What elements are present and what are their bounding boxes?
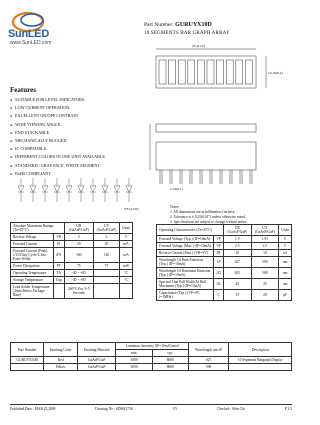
op-char-row: Reverse Current (Max.) (VR=5V) IR 10 10 uA [157, 250, 292, 257]
drawing-notes [170, 205, 248, 225]
part-number: GURUYX10D [175, 22, 212, 28]
op-char-row: Capacitance (Typ.) (VF=0V, f=1MHz) C 15 20 pF [157, 290, 292, 301]
version: V5 [172, 407, 177, 411]
note-line: 2. Tolerance is ± 0.25(0.01") unless otherwise noted. [170, 215, 246, 219]
op-char-title: Operating Characteristics (Ta=25°C) [157, 225, 224, 236]
published-date: Published Date : MAR 23,2009 [10, 407, 56, 411]
height-dimension: 10.16(0.4) [268, 71, 283, 75]
feature-item: ● EXCELLENT ON/OFF CONTRAST [10, 112, 106, 120]
width-dimension: 25.4(1.0) [192, 44, 205, 48]
diode-symbol [102, 178, 108, 202]
segment [217, 60, 224, 84]
segment [197, 60, 204, 84]
segment [169, 60, 176, 84]
package-drawing [130, 42, 292, 200]
op-char-row: Forward Voltage (Max.) (IF=10mA) VF 2.5 2.5 V [157, 243, 292, 250]
feature-item: ● RoHS COMPLIANT. [10, 170, 106, 178]
op-char-row: Forward Voltage (Typ.) (IF=10mA) VF 1.9 1.95 V [157, 236, 292, 243]
segment [207, 60, 214, 84]
selection-row: Yellow GaAsP/GaP 3000 8000 590 [11, 364, 292, 371]
brand-url: www.SunLED.com [10, 40, 52, 46]
diode-symbol [90, 178, 96, 202]
segment [226, 60, 233, 84]
diode-symbol [54, 178, 60, 202]
absolute-max-ratings-table: Absolute Maximum Ratings (Ta=25°C) UR (GaAsP/GaP) UY (GaAsP/GaP) Units Reverse Voltage VR 5 5 V Forward Current IF 30 30 mA Forward Current (Peak) 1/10 Duty Cycle 0.1ms Pulse Width iFS 160 140 mA Power Dissipation PT 75 75 mW Operating Temperature TA -40 ~ +85 °C Storage Temperature Tstg -40 ~ +85 °C Lead Solder Temperature [2mm Below Package Base] 260°C For 3~5 Seconds [10, 222, 133, 299]
feature-item: ● WIDE VIEWING ANGLE. [10, 121, 106, 129]
diode-symbol [126, 178, 132, 202]
op-char-row: Wavelength Of Peak Emission (Typ.) (IF=10mA) λP 627 590 nm [157, 257, 292, 268]
feature-item: ● SUITABLE FOR LEVEL INDICATORS. [10, 96, 106, 104]
operating-characteristics-table: Operating Characteristics (Ta=25°C) UR (GaAsP/GaP) UY (GaAsP/GaP) Units Forward Voltage (Typ.) (IF=10mA) VF 1.9 1.95 V Forward Voltage (Max.) (IF=10mA) VF 2.5 2.5 V Reverse Current (Max.) (VR=5V) IR 10 10 uA Wavelength Of Peak Emission (Typ.) (IF=10mA) λP 627 590 nm Wavelength Of Dominant Emission (Typ.) (IF=10mA) λD 625 588 nm Spectral Line Full Width At Half Maximum (Typ.) (IF=10mA) Δλ 45 35 nm Capacitance (Typ.) (VF=0V, f=1MHz) C 15 20 pF [156, 224, 292, 301]
pin-pitch-dimension: 2.54(0.1) [170, 187, 183, 191]
selection-row: GURUYX10D Red GaAsP/GaP 3000 8000 627 10 Segments Bargraph Display [11, 357, 292, 364]
color-label: YELLOW [124, 207, 139, 211]
note-line: 3. Specifications are subject to change without notice. [170, 220, 248, 224]
page-number: P 1/3 [284, 407, 292, 411]
diode-symbol [18, 178, 24, 202]
diode-symbol [114, 178, 120, 202]
feature-item: ● LOW CURRENT OPERATION. [10, 104, 106, 112]
abs-max-title: Absolute Maximum Ratings (Ta=25°C) [11, 223, 65, 234]
abs-max-row: Power Dissipation PT 75 75 mW [11, 263, 133, 270]
op-char-row: Wavelength Of Dominant Emission (Typ.) (IF=10mA) λD 625 588 nm [157, 268, 292, 279]
diode-symbol [66, 178, 72, 202]
part-number-line [144, 22, 212, 28]
features-list [10, 96, 106, 178]
segment [236, 60, 243, 84]
drawing-number: Drawing No : SDBA3736 [95, 407, 133, 411]
note-line: 1. All dimensions are in millimeters (inches). [170, 210, 235, 214]
feature-item: ● MECHANICALLY RUGGED. [10, 137, 106, 145]
features-title: Features [10, 86, 36, 94]
segment [188, 60, 195, 84]
abs-max-row: Forward Current (Peak) 1/10 Duty Cycle 0.1ms Pulse Width iFS 160 140 mA [11, 248, 133, 263]
footer [10, 404, 292, 411]
feature-item: ● STANDARD : GRAY FACE, WHITE SEGMENT. [10, 162, 106, 170]
abs-max-row: Forward Current IF 30 30 mA [11, 241, 133, 248]
product-subtitle: 10 SEGMENTS BAR GRAPH ARRAY [144, 31, 230, 36]
feature-item: ● END STACKABLE. [10, 129, 106, 137]
segment [178, 60, 185, 84]
note-line: Notes: [170, 205, 180, 209]
part-number-label: Part Number: [144, 22, 174, 28]
feature-item: ● IC COMPATIBLE. [10, 145, 106, 153]
brand-name: SunLED [8, 28, 49, 40]
feature-item: ● DIFFERENT COLORS IN ONE UNIT AVAILABLE. [10, 153, 106, 161]
diode-symbol [78, 178, 84, 202]
segment [245, 60, 252, 84]
op-char-row: Spectral Line Full Width At Half Maximum (Typ.) (IF=10mA) Δλ 45 35 nm [157, 279, 292, 290]
abs-max-row: Operating Temperature TA -40 ~ +85 °C [11, 270, 133, 277]
abs-max-row: Lead Solder Temperature [2mm Below Package Base] 260°C For 3~5 Seconds [11, 284, 133, 299]
pin-schematic [12, 172, 152, 212]
selection-guide-table: Part Number Emitting Color Emitting Material Luminous Intensity (IF=10mA) mcd Wavelength nm λP Description min. typ. GURUYX10D Red GaAsP/GaP 3000 8000 627 10 Segments Bargraph Display Yellow GaAsP/GaP 3000 8000 590 [10, 342, 292, 371]
diode-symbol [30, 178, 36, 202]
abs-max-row: Reverse Voltage VR 5 5 V [11, 234, 133, 241]
diode-symbol [42, 178, 48, 202]
checked-by: Checked : Shin Chi [216, 407, 245, 411]
abs-max-row: Storage Temperature Tstg -40 ~ +85 °C [11, 277, 133, 284]
segment [159, 60, 166, 84]
